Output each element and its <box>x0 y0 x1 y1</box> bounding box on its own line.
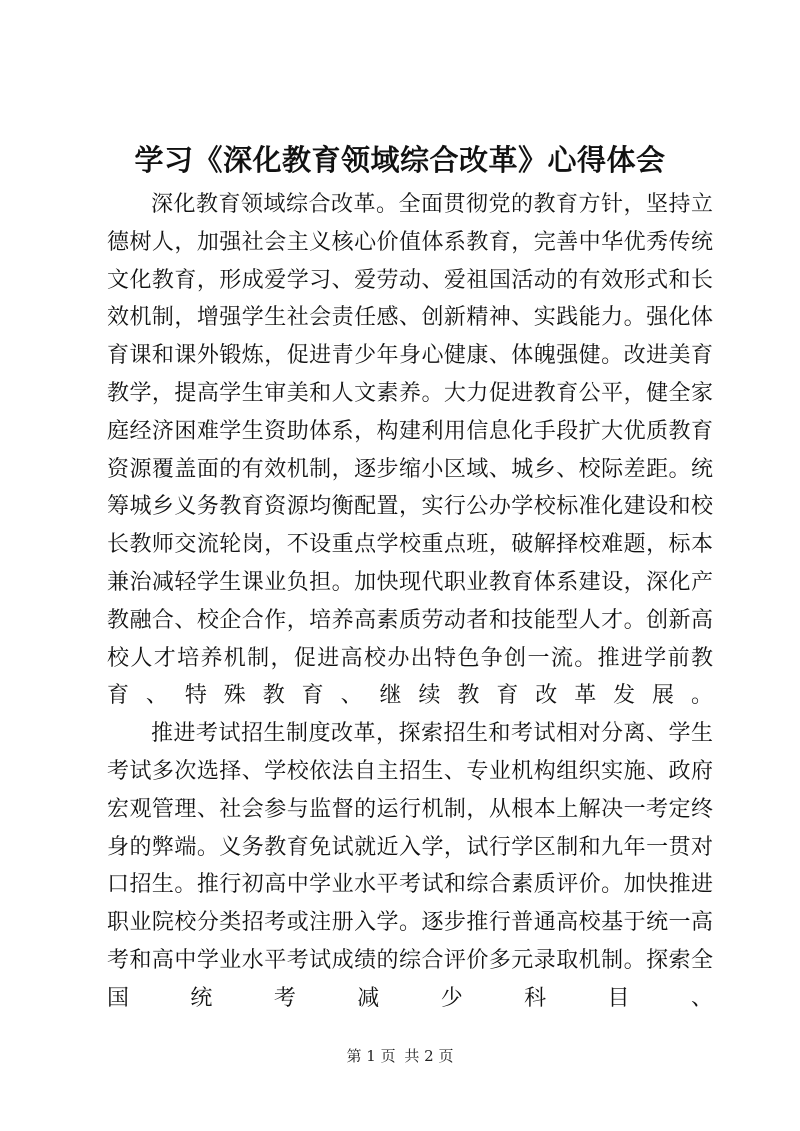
document-title: 学习《深化教育领域综合改革》心得体会 <box>134 143 666 177</box>
paragraph-2: 推进考试招生制度改革，探索招生和考试相对分离、学生考试多次选择、学校依法自主招生、专业机构组织实施、政府宏观管理、社会参与监督的运行机制，从根本上解决一考定终身的弊端。义务教育免试就近入学，试行学区制和九年一贯对口招生。推行初高中学业水平考试和综合素质评价。加快推进职业院校分类招考或注册入学。逐步推行普通高校基于统一高考和高中学业水平考试成绩的综合评价多元录取机制。探索全国统考减少科目、 <box>107 721 713 1011</box>
page-number: 第 1 页 <box>346 1047 396 1065</box>
total-pages: 共 2 页 <box>404 1047 454 1065</box>
document-body <box>107 186 713 1018</box>
paragraph-1: 深化教育领域综合改革。全面贯彻党的教育方针，坚持立德树人，加强社会主义核心价值体系教育，完善中华优秀传统文化教育，形成爱学习、爱劳动、爱祖国活动的有效形式和长效机制，增强学生社会责任感、创新精神、实践能力。强化体育课和课外锻炼，促进青少年身心健康、体魄强健。改进美育教学，提高学生审美和人文素养。大力促进教育公平，健全家庭经济困难学生资助体系，构建利用信息化手段扩大优质教育资源覆盖面的有效机制，逐步缩小区域、城乡、校际差距。统筹城乡义务教育资源均衡配置，实行公办学校标准化建设和校长教师交流轮岗，不设重点学校重点班，破解择校难题，标本兼治减轻学生课业负担。加快现代职业教育体系建设，深化产教融合、校企合作，培养高素质劳动者和技能型人才。创新高校人才培养机制，促进高校办出特色争创一流。推进学前教育、特殊教育、继续教育改革发展。 <box>107 192 713 709</box>
page-footer <box>0 1046 800 1066</box>
